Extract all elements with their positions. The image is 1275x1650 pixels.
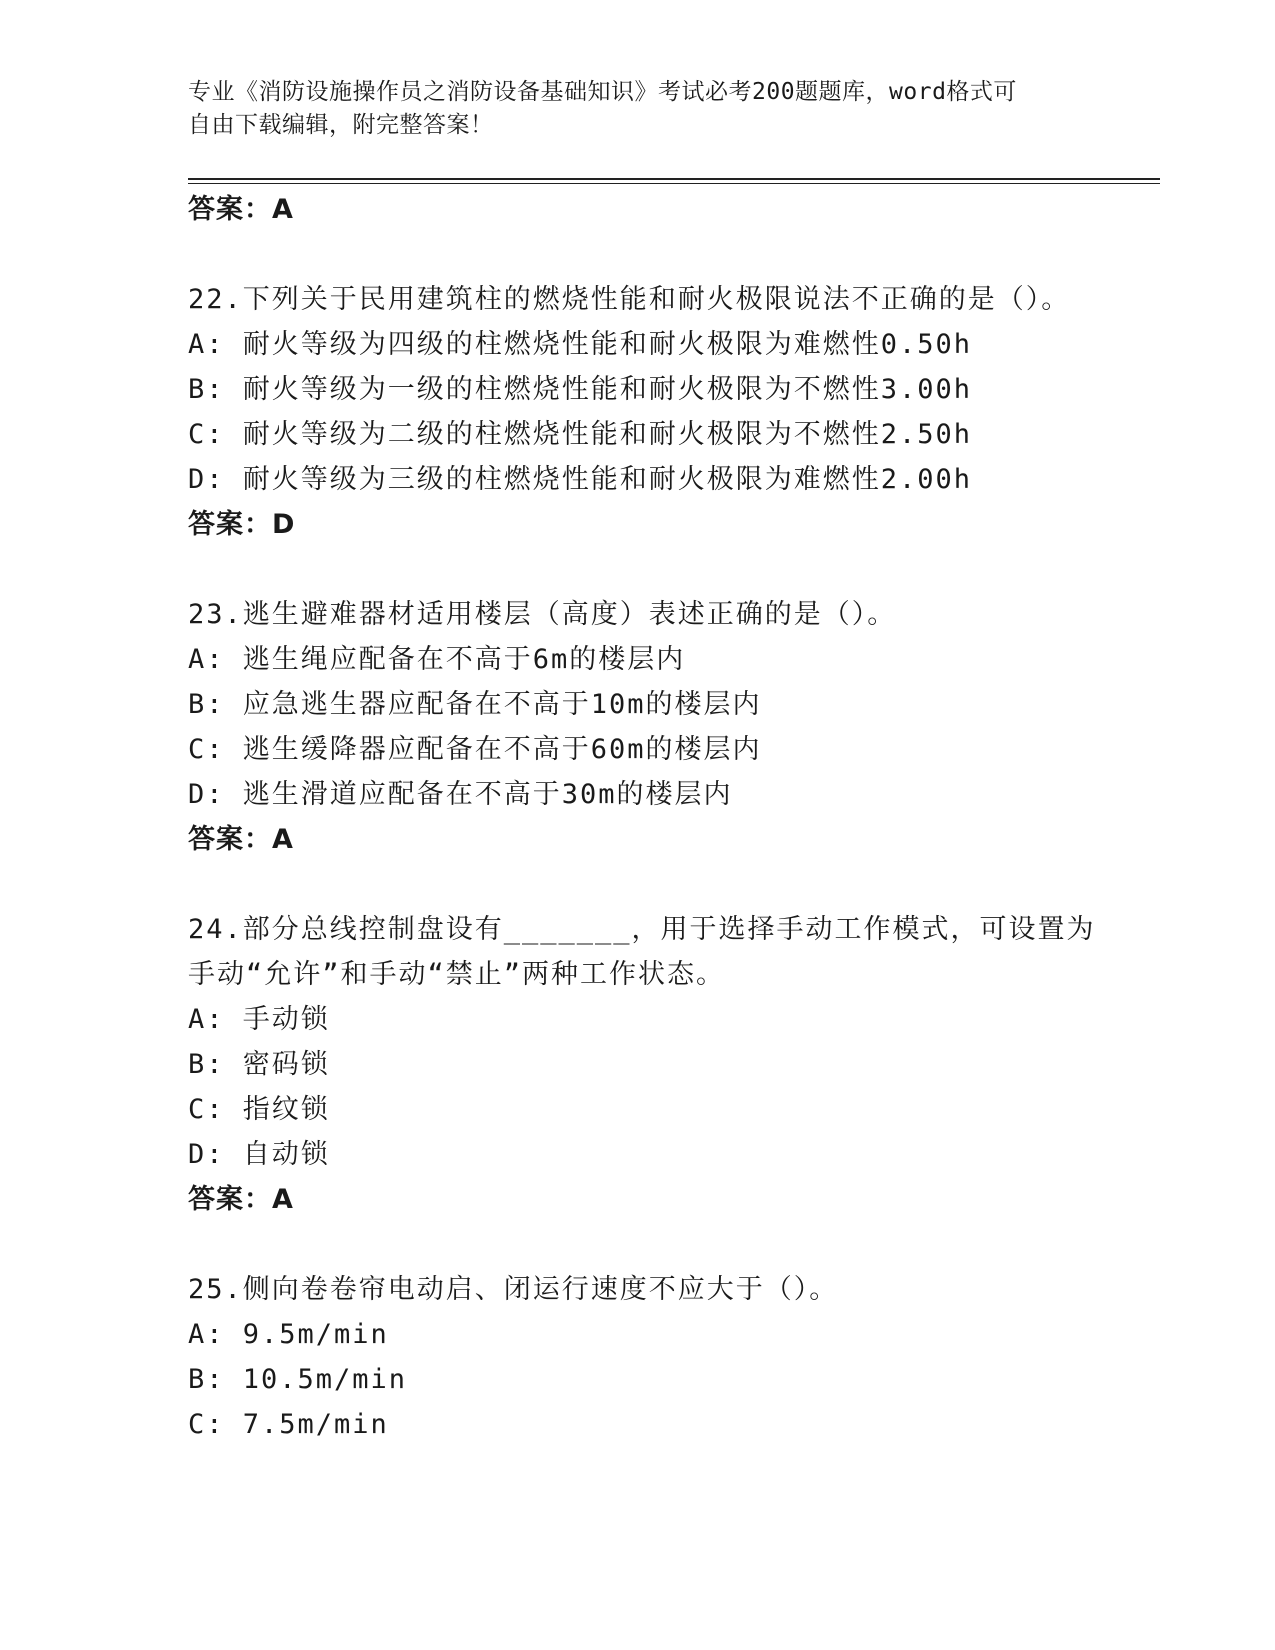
header-divider-thin [188,183,1160,184]
question-22-option-a: A: 耐火等级为四级的柱燃烧性能和耐火极限为难燃性0.50h [188,329,973,360]
question-24-option-d: D: 自动锁 [188,1139,330,1170]
question-25-option-a: A: 9.5m/min [188,1319,389,1350]
question-22-stem: 22.下列关于民用建筑柱的燃烧性能和耐火极限说法不正确的是（）。 [188,284,1071,315]
question-22-option-d: D: 耐火等级为三级的柱燃烧性能和耐火极限为难燃性2.00h [188,464,973,495]
question-22-option-c: C: 耐火等级为二级的柱燃烧性能和耐火极限为不燃性2.50h [188,419,973,450]
question-22-answer: 答案：D [188,509,296,540]
question-24-option-c: C: 指纹锁 [188,1094,330,1125]
question-23-option-a: A: 逃生绳应配备在不高于6m的楼层内 [188,644,686,675]
question-23-option-c: C: 逃生缓降器应配备在不高于60m的楼层内 [188,734,762,765]
document-header [188,76,1068,142]
question-22-option-b: B: 耐火等级为一级的柱燃烧性能和耐火极限为不燃性3.00h [188,374,973,405]
question-23-stem: 23.逃生避难器材适用楼层（高度）表述正确的是（）。 [188,599,897,630]
question-24-stem-line-2: 手动“允许”和手动“禁止”两种工作状态。 [188,959,726,990]
question-23-answer: 答案：A [188,824,294,855]
question-24-option-a: A: 手动锁 [188,1004,330,1035]
question-25-stem: 25.侧向卷卷帘电动启、闭运行速度不应大于（）。 [188,1274,839,1305]
header-line-1: 专业《消防设施操作员之消防设备基础知识》考试必考200题题库，word格式可 [188,79,1017,105]
question-25-option-b: B: 10.5m/min [188,1364,408,1395]
question-25-option-c: C: 7.5m/min [188,1409,389,1440]
question-24-option-b: B: 密码锁 [188,1049,330,1080]
header-line-2: 自由下载编辑，附完整答案！ [188,112,494,138]
question-23-option-b: B: 应急逃生器应配备在不高于10m的楼层内 [188,689,762,720]
question-24-answer: 答案：A [188,1184,294,1215]
question-23-option-d: D: 逃生滑道应配备在不高于30m的楼层内 [188,779,733,810]
header-divider-thick [188,178,1160,180]
question-24-stem-line-1: 24.部分总线控制盘设有_______，用于选择手动工作模式，可设置为 [188,914,1096,945]
answer-prev: 答案：A [188,194,294,225]
